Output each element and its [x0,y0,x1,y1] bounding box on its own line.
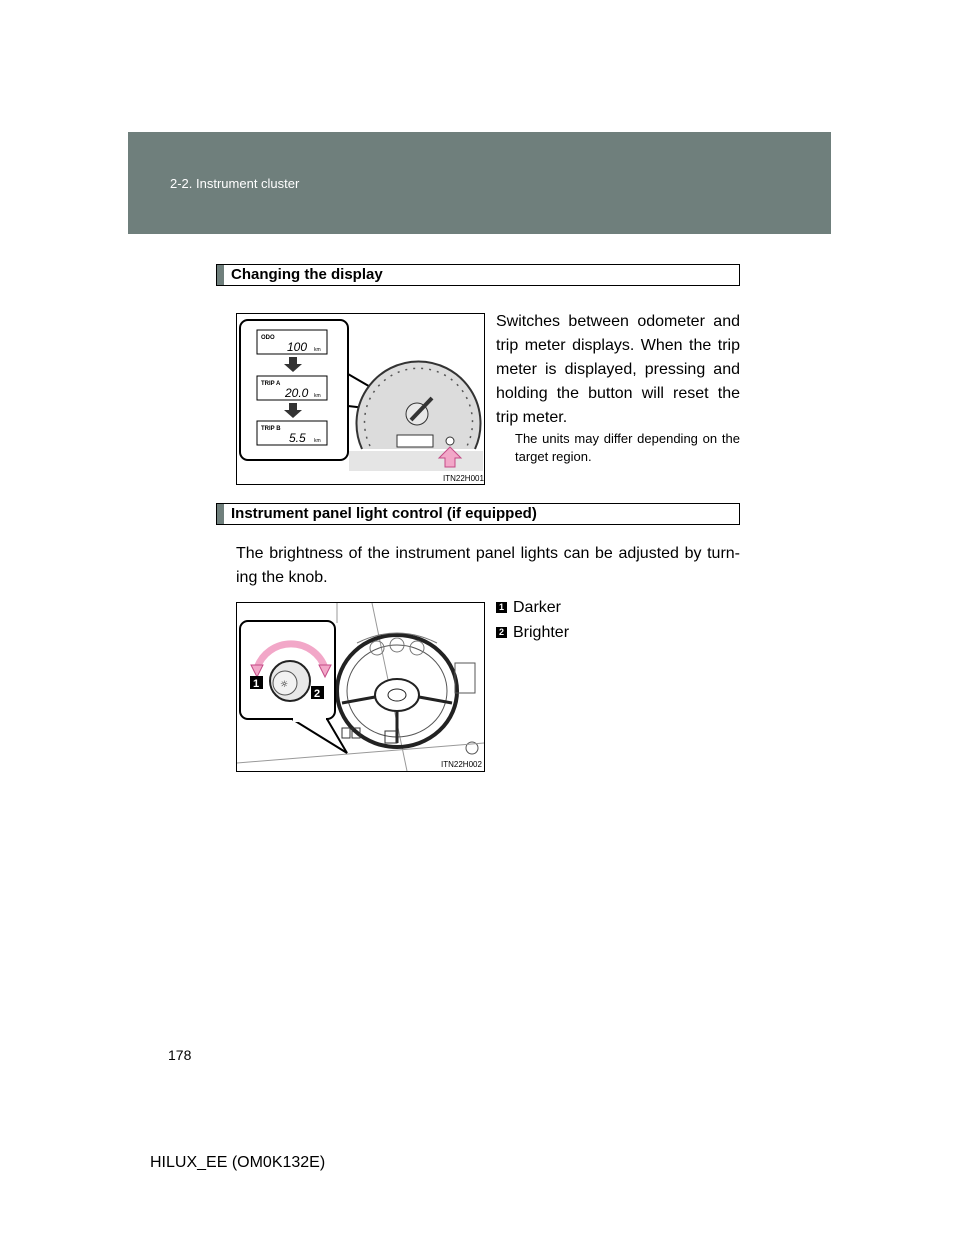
section-accent [217,504,224,524]
document-code: HILUX_EE (OM0K132E) [150,1154,326,1171]
section-title-bar [216,264,740,286]
odo-unit: km [314,347,321,353]
odo-label: ODO [261,335,275,341]
dashboard-figure [236,602,485,772]
trip-a-value: 20.0 [285,386,309,400]
section-title: Instrument panel light control (if equipped) [231,505,537,522]
section1-body: Switches between odometer and trip meter displays. When the trip meter is displayed, pressing and holding the button will reset the trip meter. [496,313,740,426]
odometer-figure [236,313,485,485]
odo-value: 100 [287,340,308,354]
callout-number-1 [250,676,263,690]
legend-number: 2 [496,627,507,638]
svg-text:1: 1 [253,678,260,690]
section-title-bar [216,503,740,525]
section-title: Changing the display [231,266,383,283]
section2-body: The brightness of the instrument panel lights can be adjusted by turn-ing the knob. [236,545,740,586]
section1-note: The units may differ depending on the target region. [515,431,740,464]
legend-number: 1 [496,602,507,613]
speedometer-gauge [349,361,483,471]
trip-b-value: 5.5 [289,431,306,445]
figure-code: ITN22H002 [441,760,482,769]
sun-icon: ☼ [280,680,289,690]
trip-a-unit: km [314,393,321,399]
header-band [128,132,831,234]
legend-label: Darker [513,599,562,616]
callout-number-2 [311,686,324,700]
legend-item-brighter [496,623,569,643]
trip-b-label: TRIP B [261,426,281,432]
section-accent [217,265,224,285]
legend-label: Brighter [513,624,570,641]
svg-text:2: 2 [314,688,321,700]
legend-item-darker [496,598,561,618]
breadcrumb: 2-2. Instrument cluster [170,176,300,191]
page-number: 178 [168,1047,192,1063]
figure-code: ITN22H001 [443,474,484,483]
trip-a-label: TRIP A [261,381,281,387]
trip-b-unit: km [314,438,321,444]
